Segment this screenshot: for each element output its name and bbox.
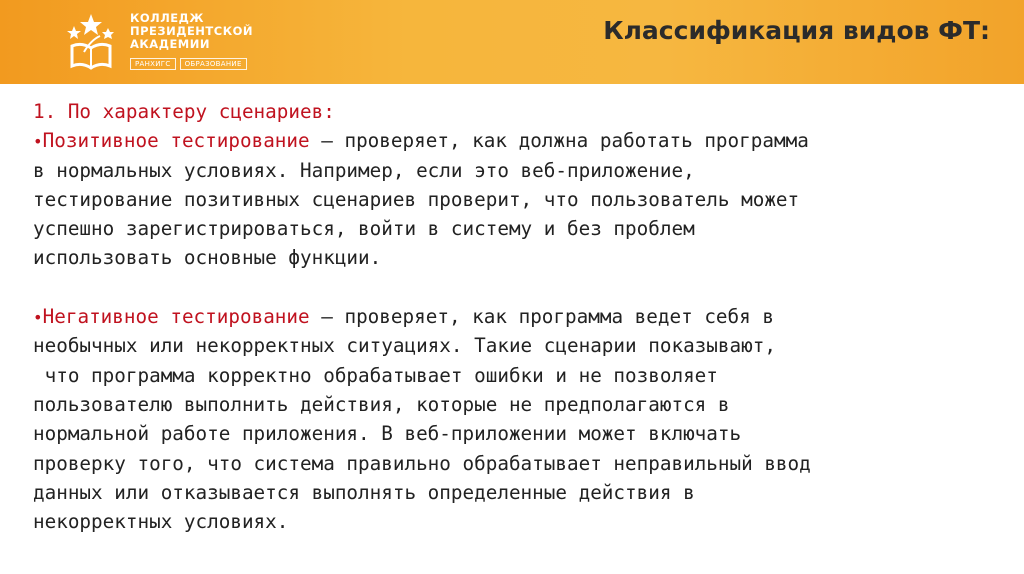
negative-line: что программа корректно обрабатывает ошибки и не позволяет bbox=[33, 363, 718, 387]
slide-header bbox=[0, 0, 1024, 84]
bullet-dot-icon: • bbox=[33, 308, 43, 328]
logo-subtitle bbox=[130, 58, 247, 70]
negative-first-line bbox=[33, 302, 993, 331]
positive-line: тестирование позитивных сценариев проверит, что пользователь может bbox=[33, 187, 800, 211]
negative-line: необычных или некорректных ситуациях. Такие сценарии показывают, bbox=[33, 334, 776, 358]
paragraph-spacer bbox=[33, 273, 993, 302]
bullet-dot-icon: • bbox=[33, 132, 43, 152]
logo-chip-education: ОБРАЗОВАНИЕ bbox=[180, 58, 247, 70]
negative-line: данных или отказывается выполнять определенные действия в bbox=[33, 480, 695, 504]
negative-definition-start: — проверяет, как программа ведет себя в bbox=[309, 305, 774, 329]
positive-line: в нормальных условиях. Например, если это веб-приложение, bbox=[33, 158, 695, 182]
logo-wordmark bbox=[130, 12, 270, 51]
negative-line: проверку того, что система правильно обрабатывает неправильный ввод bbox=[33, 451, 811, 475]
negative-line: пользователю выполнить действия, которые не предполагаются в bbox=[33, 392, 730, 416]
negative-line: некорректных условиях. bbox=[33, 510, 289, 534]
slide-title: Классификация видов ФТ: bbox=[603, 16, 990, 45]
positive-first-line bbox=[33, 126, 993, 155]
logo-line-2: ПРЕЗИДЕНТСКОЙ bbox=[130, 24, 254, 38]
negative-term: Негативное тестирование bbox=[42, 305, 310, 329]
logo-chip-ranepa: РАНХИГС bbox=[130, 58, 176, 70]
logo-line-1: КОЛЛЕДЖ bbox=[130, 11, 204, 25]
positive-line: успешно зарегистрироваться, войти в систему и без проблем bbox=[33, 217, 695, 241]
slide-body bbox=[33, 97, 993, 536]
section-heading: 1. По характеру сценариев: bbox=[33, 100, 335, 123]
negative-line: нормальной работе приложения. В веб-приложении может включать bbox=[33, 422, 742, 446]
college-logo bbox=[64, 12, 260, 74]
positive-line: использовать основные функции. bbox=[33, 246, 382, 270]
positive-term: Позитивное тестирование bbox=[42, 129, 310, 153]
stars-book-icon bbox=[64, 12, 118, 70]
positive-definition-start: — проверяет, как должна работать программа bbox=[309, 129, 809, 153]
logo-line-3: АКАДЕМИИ bbox=[130, 37, 210, 51]
